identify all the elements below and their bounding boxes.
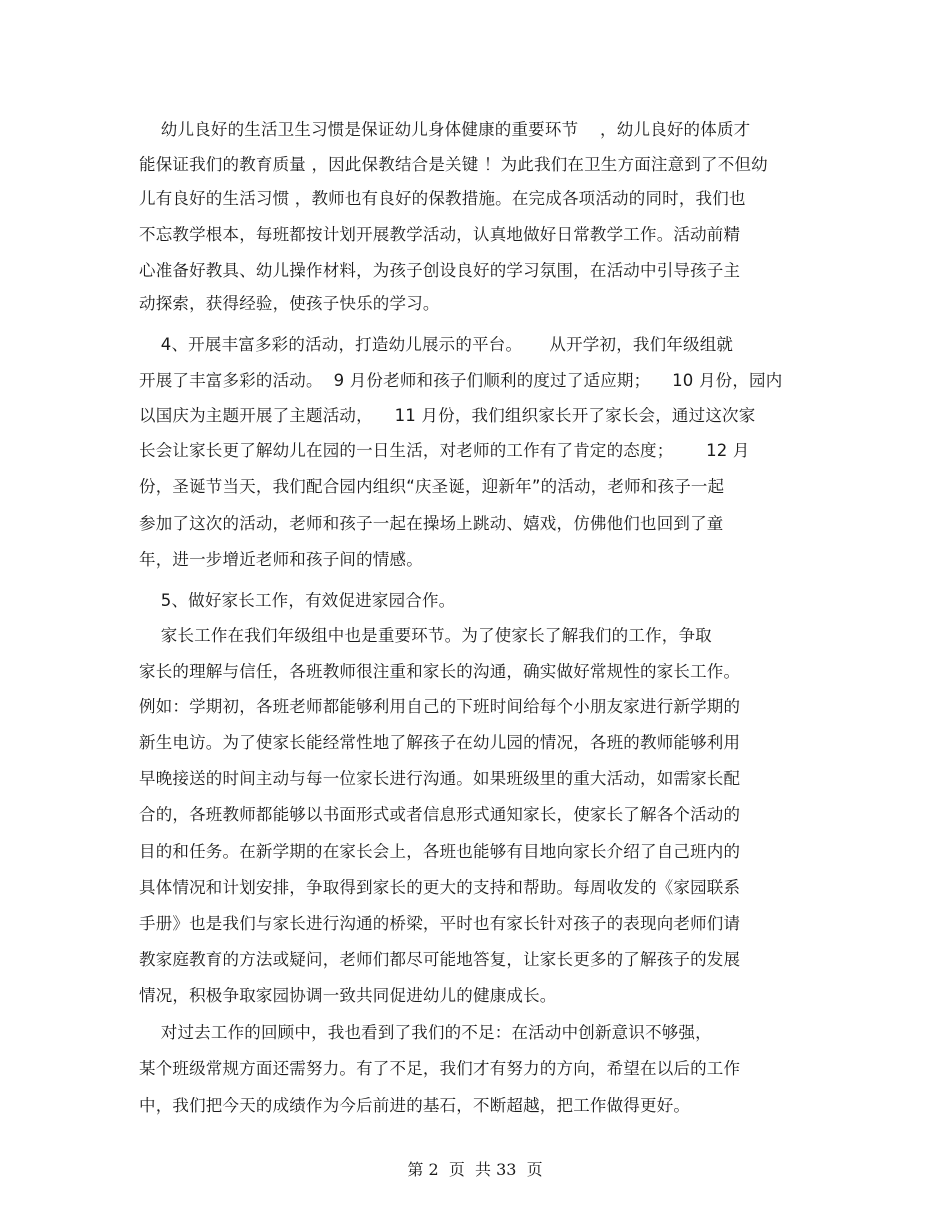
paragraph-line: 不忘教学根本，每班都按计划开展教学活动，认真地做好日常教学工作。活动前精 (139, 225, 741, 244)
paragraph-line: 合的，各班教师都能够以书面形式或者信息形式通知家长，使家长了解各个活动的 (139, 805, 741, 824)
paragraph-line: 目的和任务。在新学期的在家长会上，各班也能够有目地向家长介绍了自己班内的 (139, 842, 741, 861)
paragraph-line: 5、做好家长工作，有效促进家园合作。 (139, 591, 456, 610)
paragraph-line: 开展了丰富多彩的活动。 9 月份老师和孩子们顺利的度过了适应期； 10 月份，园内 (139, 371, 783, 390)
paragraph-line: 动探索，获得经验，使孩子快乐的学习。 (139, 294, 440, 313)
paragraph-line: 参加了这次的活动，老师和孩子一起在操场上跳动、嬉戏，仿佛他们也回到了童 (139, 514, 724, 533)
paragraph-line: 家长工作在我们年级组中也是重要环节。为了使家长了解我们的工作，争取 (139, 626, 712, 645)
paragraph-line: 4、开展丰富多彩的活动，打造幼儿展示的平台。 从开学初，我们年级组就 (139, 335, 734, 354)
paragraph-line: 手册》也是我们与家长进行沟通的桥梁，平时也有家长针对孩子的表现向老师们请 (139, 914, 741, 933)
paragraph-line: 早晚接送的时间主动与每一位家长进行沟通。如果班级里的重大活动，如需家长配 (139, 769, 741, 788)
paragraph-line: 家长的理解与信任，各班教师很注重和家长的沟通，确实做好常规性的家长工作。 (139, 662, 741, 681)
paragraph-line: 中，我们把今天的成绩作为今后前进的基石，不断超越，把工作做得更好。 (139, 1096, 691, 1115)
paragraph-line: 新生电访。为了使家长能经常性地了解孩子在幼儿园的情况，各班的教师能够利用 (139, 733, 741, 752)
paragraph-line: 例如：学期初，各班老师都能够利用自己的下班时间给每个小朋友家进行新学期的 (139, 697, 741, 716)
paragraph-line: 份，圣诞节当天，我们配合园内组织“庆圣诞，迎新年”的活动，老师和孩子一起 (139, 477, 725, 496)
page-number-footer: 第 2 页 共 33 页 (407, 1160, 543, 1179)
paragraph-line: 能保证我们的教育质量 ，因此保教结合是关键 ！为此我们在卫生方面注意到了不但幼 (139, 155, 768, 174)
paragraph-line: 某个班级常规方面还需努力。有了不足，我们才有努力的方向，希望在以后的工作 (139, 1059, 741, 1078)
paragraph-line: 心准备好教具、幼儿操作材料，为孩子创设良好的学习氛围，在活动中引导孩子主 (139, 261, 741, 280)
paragraph-line: 以国庆为主题开展了主题活动， 11 月份，我们组织家长开了家长会，通过这次家 (139, 406, 756, 425)
paragraph-line: 对过去工作的回顾中，我也看到了我们的不足：在活动中创新意识不够强， (139, 1023, 712, 1042)
paragraph-line: 情况，积极争取家园协调一致共同促进幼儿的健康成长。 (139, 986, 557, 1005)
paragraph-line: 教家庭教育的方法或疑问，老师们都尽可能地答复，让家长更多的了解孩子的发展 (139, 950, 741, 969)
paragraph-line: 年，进一步增近老师和孩子间的情感。 (139, 550, 423, 569)
paragraph-line: 幼儿良好的生活卫生习惯是保证幼儿身体健康的重要环节 ，幼儿良好的体质才 (139, 120, 751, 139)
paragraph-line: 儿有良好的生活习惯 ，教师也有良好的保教措施。在完成各项活动的同时，我们也 (139, 189, 746, 208)
paragraph-line: 长会让家长更了解幼儿在园的一日生活，对老师的工作有了肯定的态度； 12 月 (139, 441, 750, 460)
paragraph-line: 具体情况和计划安排，争取得到家长的更大的支持和帮助。每周收发的《家园联系 (139, 878, 741, 897)
